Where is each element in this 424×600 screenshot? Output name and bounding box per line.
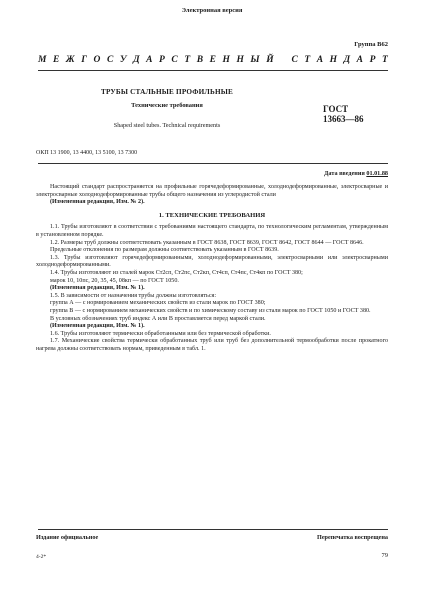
intro-paragraph: Настоящий стандарт распространяется на профильные горячедеформированные, холоднодеформированные, электросварные и электросварные холоднодеформированные трубы общего назначения из углеродистой стали — [36, 184, 388, 198]
standard-letter: Ж — [65, 55, 75, 65]
clause-1-4-edit-note: (Измененная редакция, Изм. № 1). — [50, 285, 145, 292]
standard-letter: Е — [209, 55, 216, 65]
clause-1-2-tolerances: Предельные отклонения по размерам должны соответствовать указанным в ГОСТ 8639. — [50, 247, 279, 254]
standard-letter: С — [171, 55, 178, 65]
okp-rule — [38, 163, 388, 164]
date-label: Дата введения — [324, 170, 367, 177]
standard-letter: А — [316, 55, 324, 65]
clause-1-2: 1.2. Размеры труб должны соответствовать указанным в ГОСТ 8638, ГОСТ 8639, ГОСТ 8642, ГОСТ 8644 — ГОСТ 8646. — [50, 239, 364, 246]
document-subtitle: Технические требования — [131, 102, 203, 109]
standard-letter: А — [356, 55, 363, 65]
standard-letter: А — [146, 55, 153, 65]
english-title: Shaped steel tubes. Technical requirements — [113, 122, 221, 129]
standard-letter: Т — [381, 55, 388, 65]
standard-letter: У — [119, 55, 127, 65]
standard-letter: Н — [236, 55, 244, 65]
clause-1-5: 1.5. В зависимости от назначения трубы должны изготовляться: — [50, 292, 217, 299]
standard-letter: Д — [343, 55, 351, 65]
standard-letter: О — [93, 55, 101, 65]
footer-rule — [38, 529, 388, 530]
clause-1-5-group-a: группа А — с нормированием механических свойств из стали марок по ГОСТ 380; — [50, 300, 266, 307]
clause-1-4-grades: марок 10, 10пс, 20, 35, 45, 08кп — по ГОСТ 1050. — [50, 277, 179, 284]
clause-1-7: 1.7. Механические свойства термически обработанных труб или труб без дополнительной термообработки после прокатного нагрева должны соответствовать нормам, приведенным в табл. 1. — [36, 338, 388, 352]
standard-letter: Д — [133, 55, 140, 65]
header-rule — [38, 70, 388, 71]
date-value: 01.01.88 — [366, 170, 388, 177]
okp-codes: ОКП 13 1900, 13 4400, 13 5100, 13 7300 — [36, 150, 138, 156]
clause-1-1: 1.1. Трубы изготовляют в соответствии с требованиями настоящего стандарта, по технологическим регламентам, утвержденным в установленном порядке. — [36, 224, 388, 238]
standard-letter — [280, 55, 285, 65]
clause-1-5-group-b: группа В — с нормированием механических свойств и по химическому составу из стали марок по ГОСТ 1050 и ГОСТ 380. — [50, 307, 371, 314]
standard-letter: С — [106, 55, 114, 65]
standard-letter: Н — [329, 55, 338, 65]
standard-letter: Е — [53, 55, 60, 65]
standard-letter: Г — [81, 55, 87, 65]
gost-number — [323, 104, 383, 125]
gost-code: 13663—86 — [323, 114, 364, 125]
clause-1-5-edit-note: (Измененная редакция, Изм. № 1). — [50, 323, 145, 330]
standard-letter: Р — [369, 55, 376, 65]
document-body — [36, 184, 388, 353]
clause-1-5-designation: В условных обозначениях труб индекс А или В проставляется перед маркой стали. — [50, 315, 266, 322]
gost-label: ГОСТ — [323, 104, 349, 114]
clause-1-3: 1.3. Трубы изготовляют горячедеформированными, холоднодеформированными, электросварными или электросварными холоднодеформированными. — [36, 254, 388, 269]
standard-letter: Й — [266, 55, 274, 65]
page-number: 79 — [381, 552, 388, 559]
clause-1-6: 1.6. Трубы изготовляют термически обработанными или без термической обработки. — [50, 330, 271, 337]
group-code: Группа В62 — [354, 41, 388, 48]
section-heading: 1. ТЕХНИЧЕСКИЕ ТРЕБОВАНИЯ — [158, 211, 266, 219]
clause-1-4: 1.4. Трубы изготовляют из сталей марок Ст2сп, Ст2пс, Ст2кп, Ст4сп, Ст4пс, Ст4кп по ГОСТ 380; — [50, 269, 303, 276]
standard-letter: Т — [304, 55, 311, 65]
intro-edit-note: (Измененная редакция, Изм. № 2). — [50, 199, 145, 206]
standard-letter: В — [196, 55, 204, 65]
standard-letter: С — [291, 55, 298, 65]
standard-letter: Т — [184, 55, 191, 65]
standard-letter: М — [38, 55, 47, 65]
standard-letter: Ы — [250, 55, 260, 65]
document-title: ТРУБЫ СТАЛЬНЫЕ ПРОФИЛЬНЫЕ — [101, 88, 233, 96]
standard-letter: Р — [159, 55, 165, 65]
print-code: 4-2* — [36, 554, 47, 560]
standard-letter: Н — [222, 55, 230, 65]
introduction-date — [324, 170, 388, 177]
electronic-version-label: Электронная версия — [181, 7, 243, 14]
reprint-prohibited-label: Перепечатка воспрещена — [317, 534, 388, 541]
official-edition-label: Издание официальное — [36, 534, 99, 541]
interstate-standard-heading — [38, 55, 388, 65]
